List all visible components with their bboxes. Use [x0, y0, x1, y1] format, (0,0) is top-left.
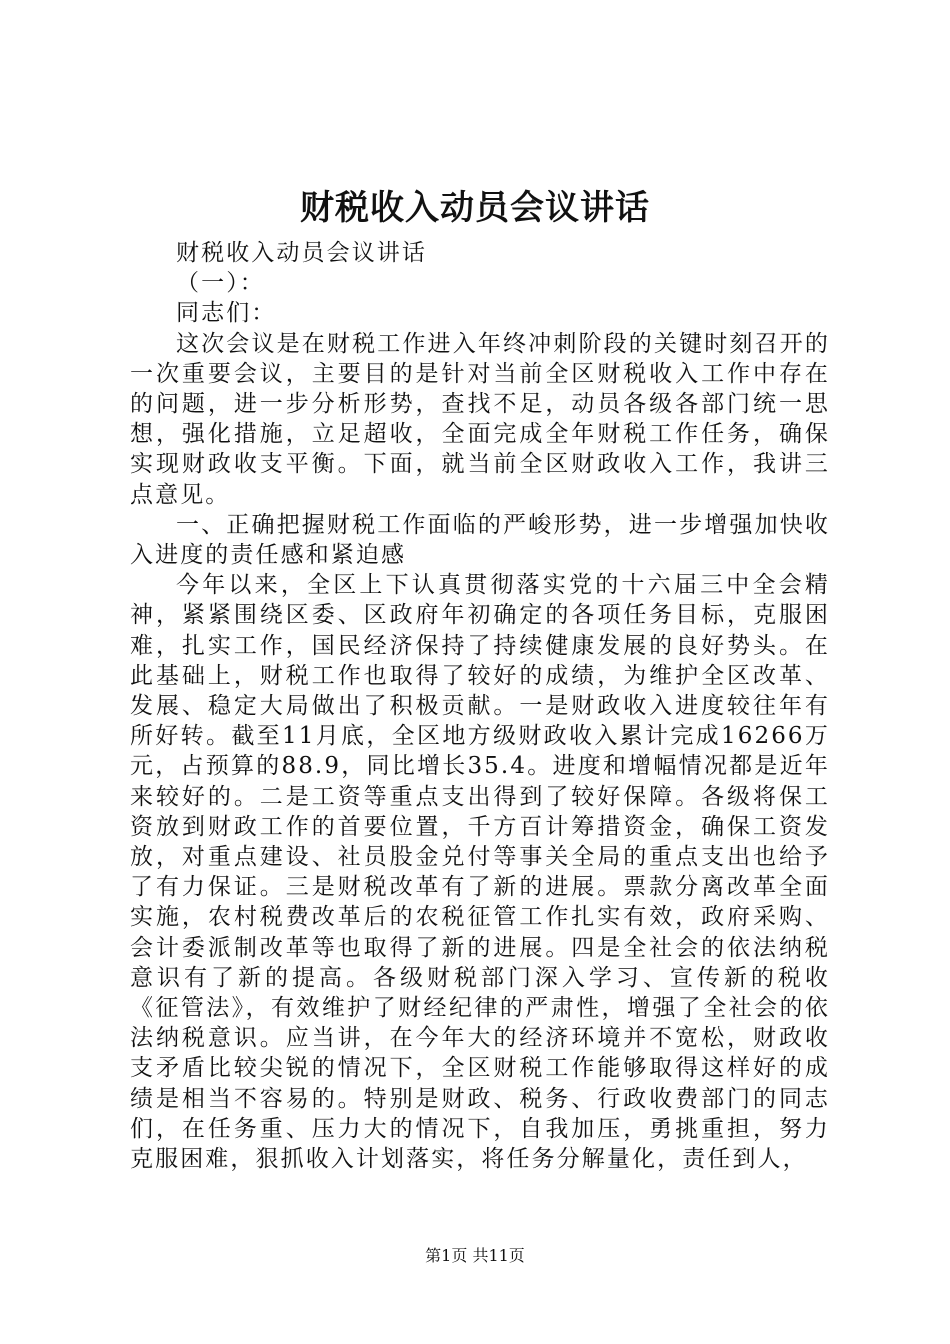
- page-footer: 第1页 共11页: [425, 1246, 525, 1265]
- document-title: 财税收入动员会议讲话: [300, 188, 650, 228]
- intro-paragraph: 这次会议是在财税工作进入年终冲刺阶段的关键时刻召开的一次重要会议，主要目的是针对当前全区财税收入工作中存在的问题，进一步分析形势，查找不足，动员各级各部门统一思想，强化措施，立足超收，全面完成全年财税工作任务，确保实现财政收支平衡。下面，就当前全区财政收入工作，我讲三点意见。: [130, 330, 830, 508]
- section-number-paragraph: （一）：: [176, 270, 265, 297]
- salutation-paragraph: 同志们：: [176, 300, 277, 327]
- section-heading-paragraph: 一、正确把握财税工作面临的严峻形势，进一步增强加快收入进度的责任感和紧迫感: [130, 511, 830, 569]
- document-body: [130, 238, 830, 1174]
- subtitle-paragraph: 财税收入动员会议讲话: [176, 240, 427, 266]
- body-paragraph: 今年以来，全区上下认真贯彻落实党的十六届三中全会精神，紧紧围绕区委、区政府年初确定的各项任务目标，克服困难，扎实工作，国民经济保持了持续健康发展的良好势头。在此基础上，财税工作也取得了较好的成绩，为维护全区改革、发展、稳定大局做出了积极贡献。一是财政收入进度较往年有所好转。截至11月底，全区地方级财政收入累计完成16266万元，占预算的88.9，同比增长35.4。进度和增幅情况都是近年来较好的。二是工资等重点支出得到了较好保障。各级将保工资放到财政工作的首要位置，千方百计筹措资金，确保工资发放，对重点建设、社员股金兑付等事关全局的重点支出也给予了有力保证。三是财税改革有了新的进展。票款分离改革全面实施，农村税费改革后的农税征管工作扎实有效，政府采购、会计委派制改革等也取得了新的进展。四是全社会的依法纳税意识有了新的提高。各级财税部门深入学习、宣传新的税收《征管法》，有效维护了财经纪律的严肃性，增强了全社会的依法纳税意识。应当讲，在今年大的经济环境并不宽松，财政收支矛盾比较尖锐的情况下，全区财税工作能够取得这样好的成绩是相当不容易的。特别是财政、税务、行政收费部门的同志们，在任务重、压力大的情况下，自我加压，勇挑重担，努力克服困难，狠抓收入计划落实，将任务分解量化，责任到人，: [130, 572, 830, 1173]
